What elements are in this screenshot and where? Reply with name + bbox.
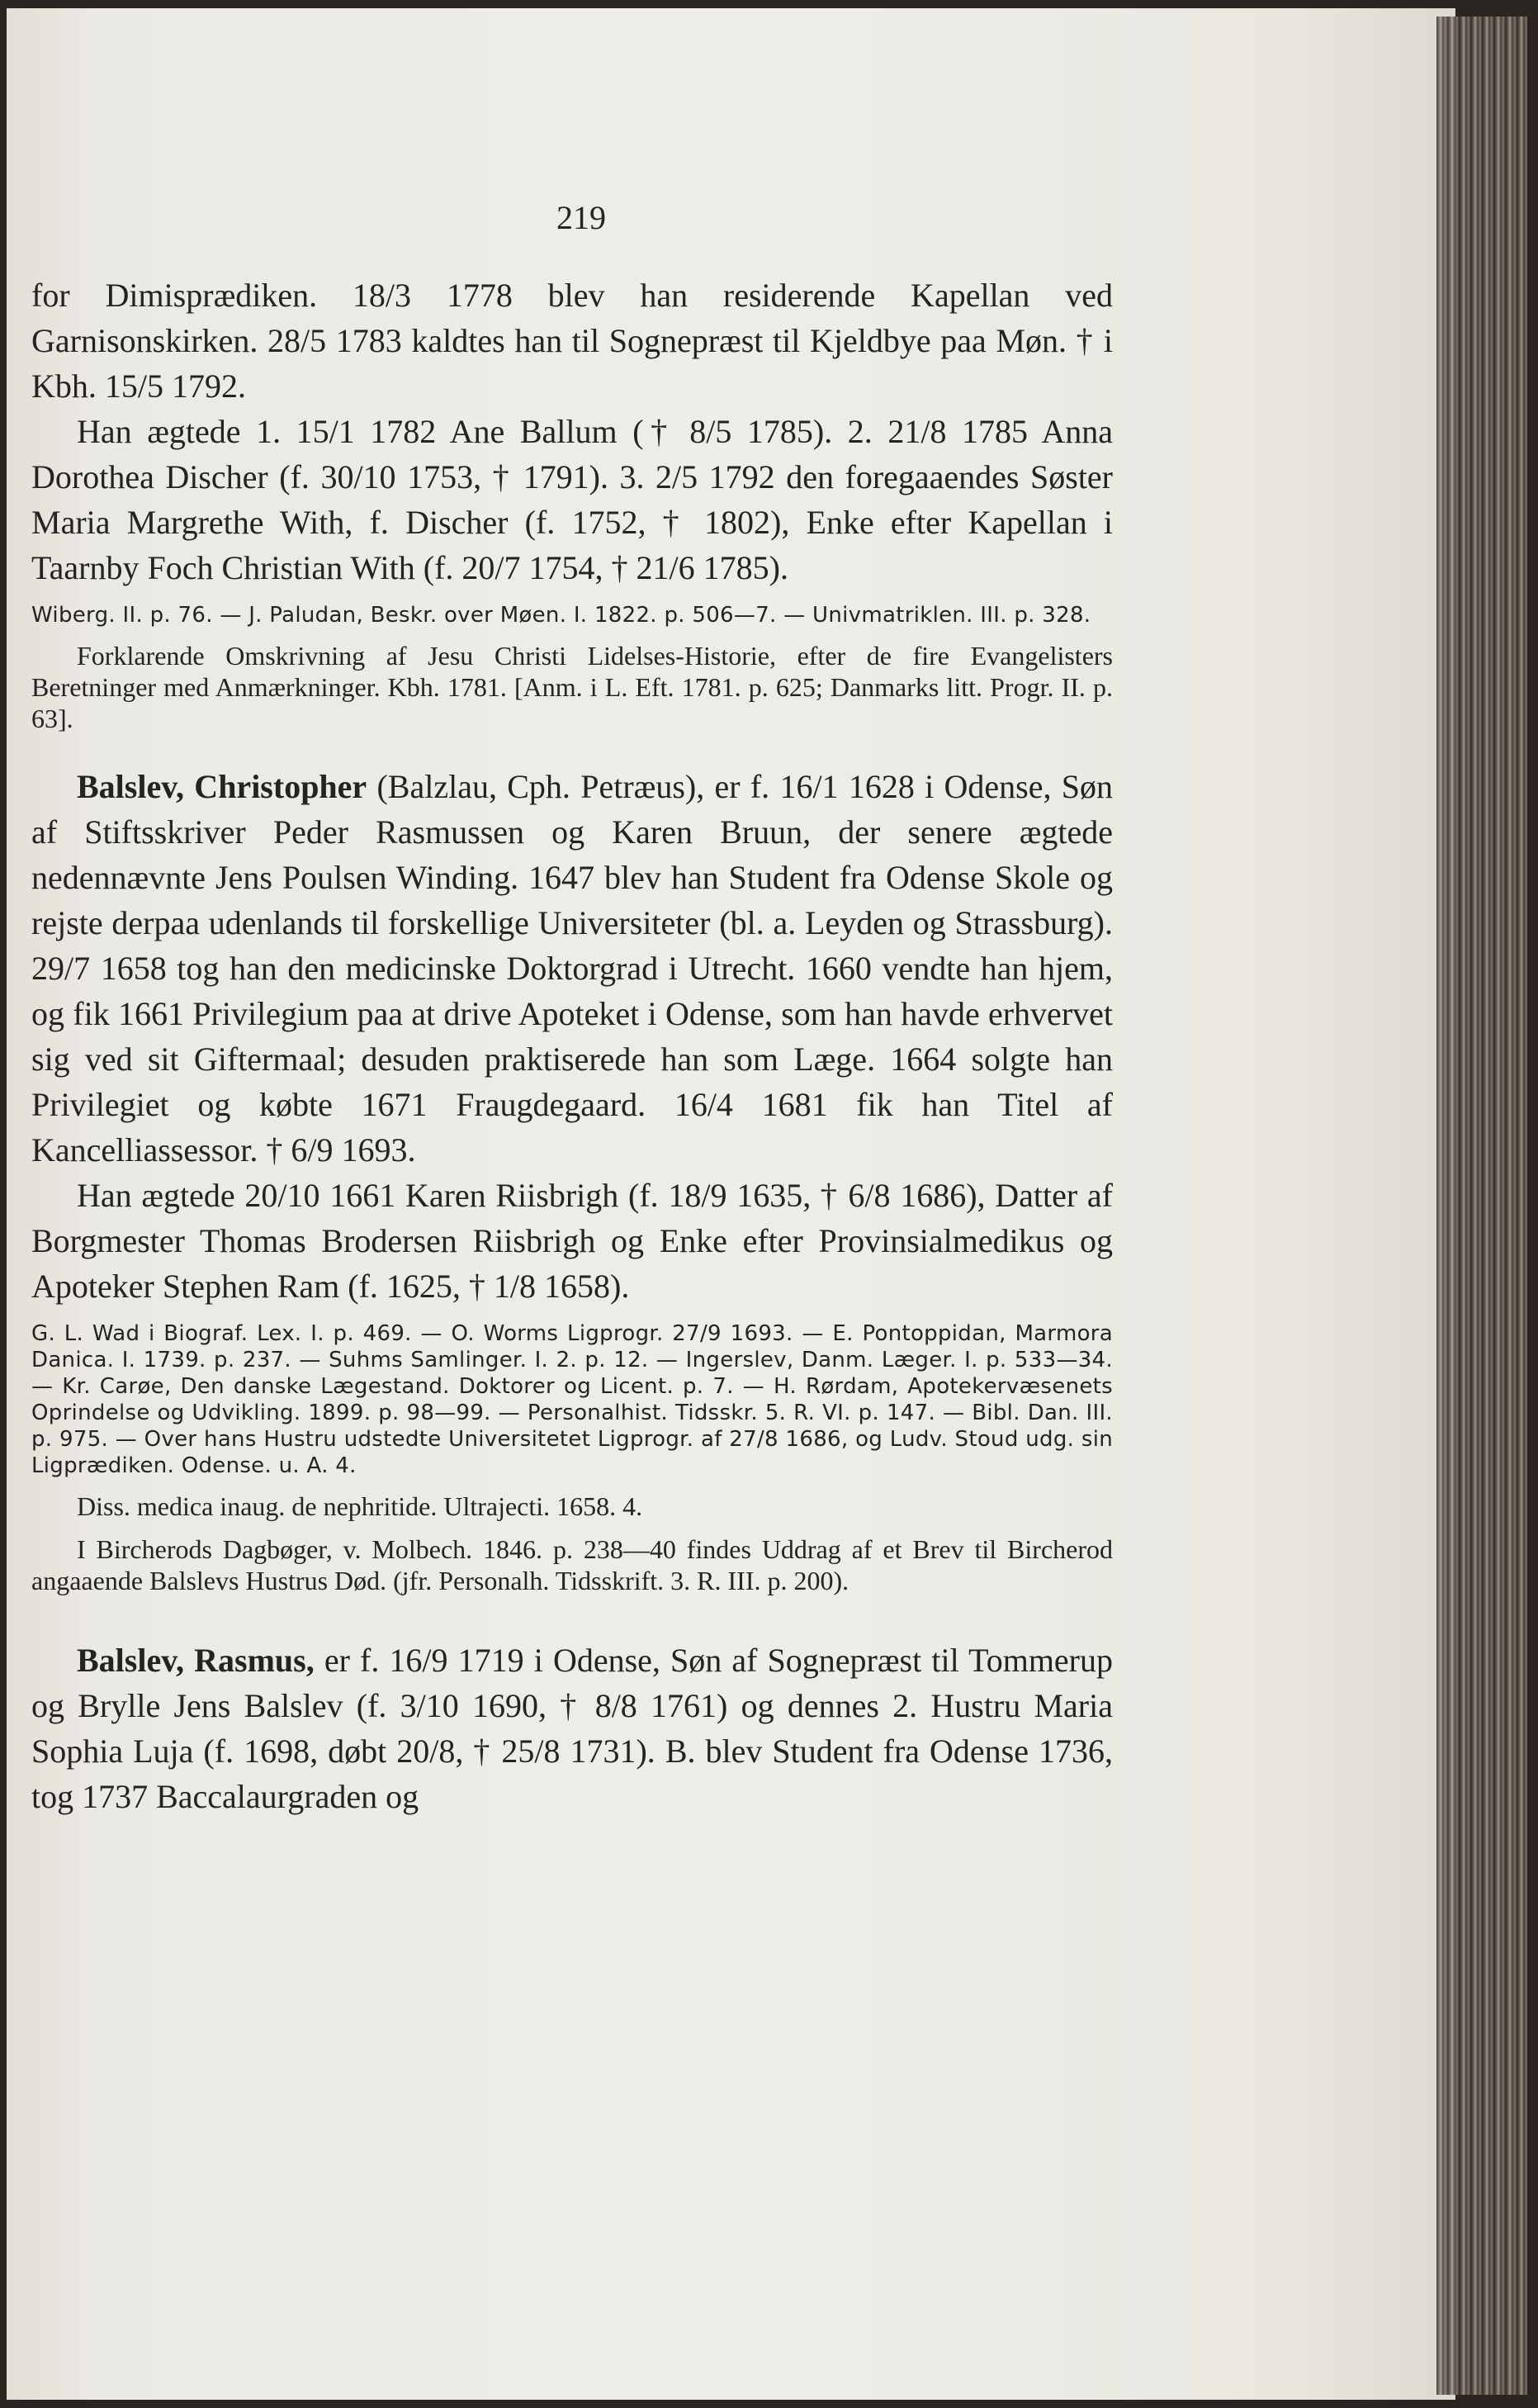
page-number: 219 bbox=[556, 199, 606, 236]
entry2-body: (Balzlau, Cph. Petræus), er f. 16/1 1628 i Odense, Søn af Stiftsskriver Peder Rasmussen og Karen Bruun, der senere ægtede nedennævnte Jens Poulsen Winding. 1647 blev han Student fra Odense Skole og rejste derpaa udenlands til forskellige Universiteter (bl. a. Leyden og Strassburg). 29/7 1658 tog han den medicinske Doktorgrad i Utrecht. 1660 vendte han hjem, og fik 1661 Privilegium paa at drive Apoteket i Odense, som han havde erhvervet sig ved sit Giftermaal; desuden praktiserede han som Læge. 1664 solgte han Privilegiet og købte 1671 Fraugdegaard. 16/4 1681 fik han Titel af Kancelliassessor. † 6/9 1693. bbox=[31, 768, 1113, 1168]
entry2-work2: I Bircherods Dagbøger, v. Molbech. 1846. p. 238—40 findes Uddrag af et Brev til Bircherod angaaende Balslevs Hustrus Død. (jfr. Personalh. Tidsskrift. 3. R. III. p. 200). bbox=[31, 1534, 1113, 1595]
entry2-work1: Diss. medica inaug. de nephritide. Ultrajecti. 1658. 4. bbox=[77, 1491, 643, 1521]
entry3-body: er f. 16/9 1719 i Odense, Søn af Sognepræst til Tommerup og Brylle Jens Balslev (f. 3/10 1690, † 8/8 1761) og dennes 2. Hustru Maria Sophia Luja (f. 1698, døbt 20/8, † 25/8 1731). B. blev Student fra Odense 1736, tog 1737 Baccalaurgraden og bbox=[31, 1642, 1114, 1815]
entry3-paragraph bbox=[31, 1638, 1113, 1819]
entry2-marriage: Han ægtede 20/10 1661 Karen Riisbrigh (f. 18/9 1635, † 6/8 1686), Datter af Borgmester Thomas Brodersen Riisbrigh og Enke efter Provinsialmedikus og Apoteker Stephen Ram (f. 1625, † 1/8 1658). bbox=[31, 1177, 1113, 1305]
entry2-paragraph bbox=[31, 764, 1113, 1173]
entry3-headword: Balslev, Rasmus, bbox=[77, 1642, 315, 1679]
entry1-work: Forklarende Omskrivning af Jesu Christi Lidelses-Historie, efter de fire Evangelisters Beretninger med Anmærkninger. Kbh. 1781. [Anm. i L. Eft. 1781. p. 625; Danmarks litt. Progr. II. p. 63]. bbox=[31, 641, 1113, 733]
entry2-sources: G. L. Wad i Biograf. Lex. I. p. 469. — O. Worms Ligprogr. 27/9 1693. — E. Pontoppidan, Marmora Danica. I. 1739. p. 237. — Suhms Samlinger. I. 2. p. 12. — Ingerslev, Danm. Læger. I. p. 533—34. — Kr. Carøe, Den danske Lægestand. Doktorer og Licent. p. 7. — H. Rørdam, Apotekervæsenets Oprindelse og Udvikling. 1899. p. 98—99. — Personalhist. Tidsskr. 5. R. VI. p. 147. — Bibl. Dan. III. p. 975. — Over hans Hustru udstedte Universitetet Ligprogr. af 27/8 1686, og Ludv. Stoud udg. sin Ligprædiken. Odense. u. A. 4. bbox=[31, 1321, 1113, 1478]
entry1-body: for Dimisprædiken. 18/3 1778 blev han residerende Kapellan ved Garnisonskirken. 28/5 1783 kaldtes han til Sognepræst til Kjeldbye paa Møn. † i Kbh. 15/5 1792. bbox=[31, 277, 1113, 405]
page-text bbox=[31, 273, 1113, 1819]
entry1-marriage: Han ægtede 1. 15/1 1782 Ane Ballum († 8/5 1785). 2. 21/8 1785 Anna Dorothea Discher (f. 30/10 1753, † 1791). 3. 2/5 1792 den foregaaendes Søster Maria Margrethe With, f. Discher (f. 1752, † 1802), Enke efter Kapellan i Taarnby Foch Christian With (f. 20/7 1754, † 21/6 1785). bbox=[31, 413, 1113, 586]
entry2-headword: Balslev, Christopher bbox=[77, 768, 367, 805]
entry1-sources: Wiberg. II. p. 76. — J. Paludan, Beskr. over Møen. I. 1822. p. 506—7. — Univmatriklen. III. p. 328. bbox=[31, 603, 1091, 628]
page-edges bbox=[1436, 17, 1527, 2395]
